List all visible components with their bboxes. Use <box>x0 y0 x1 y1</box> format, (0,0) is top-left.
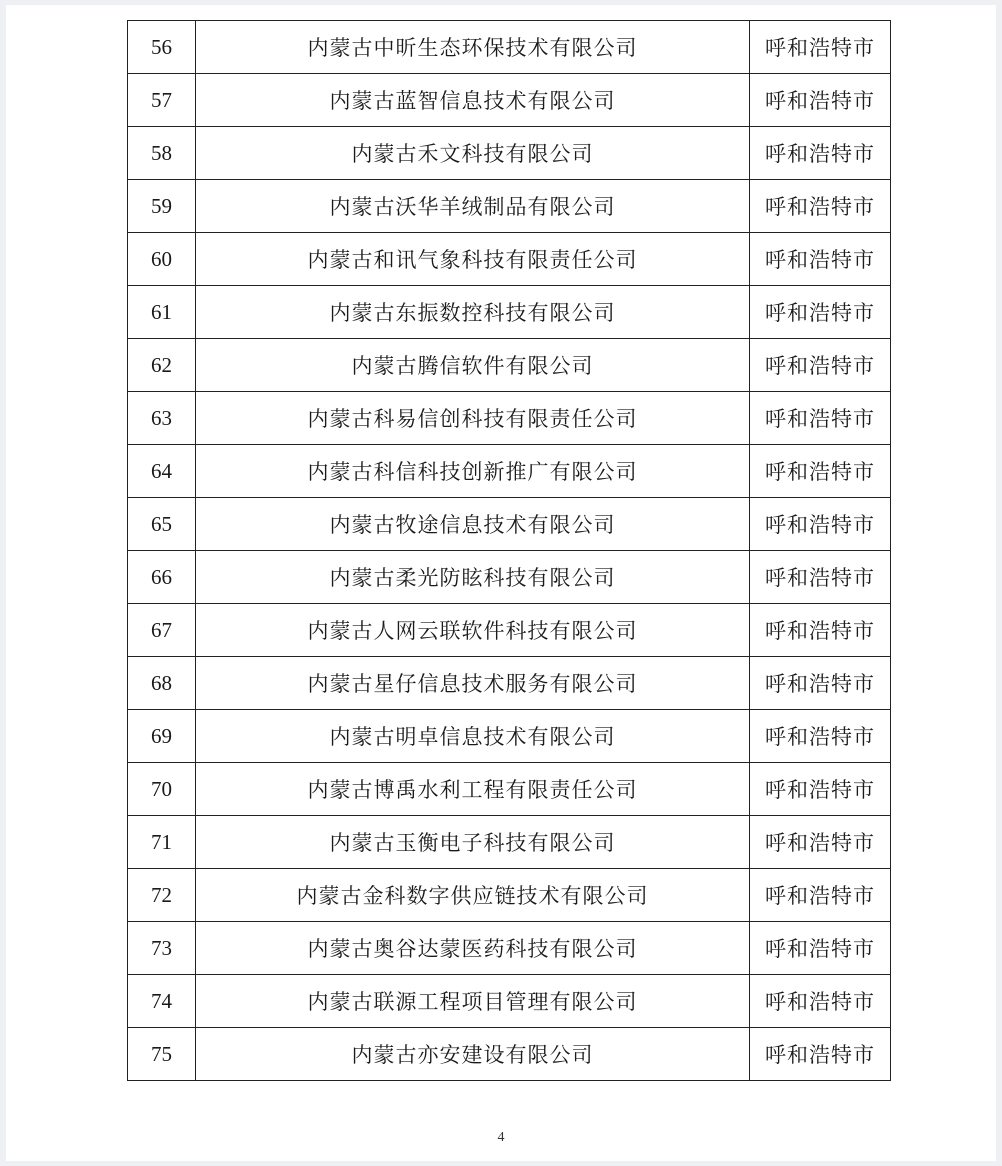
row-number-cell: 58 <box>128 127 196 180</box>
city-cell: 呼和浩特市 <box>750 74 891 127</box>
row-number-cell: 62 <box>128 339 196 392</box>
company-name-cell: 内蒙古中昕生态环保技术有限公司 <box>196 21 750 74</box>
company-name-cell: 内蒙古博禹水利工程有限责任公司 <box>196 763 750 816</box>
city-cell: 呼和浩特市 <box>750 498 891 551</box>
company-name-cell: 内蒙古科易信创科技有限责任公司 <box>196 392 750 445</box>
table-row <box>128 551 891 604</box>
city-cell: 呼和浩特市 <box>750 339 891 392</box>
company-name-cell: 内蒙古人网云联软件科技有限公司 <box>196 604 750 657</box>
company-table <box>127 20 891 1081</box>
company-name-cell: 内蒙古奥谷达蒙医药科技有限公司 <box>196 922 750 975</box>
table-row <box>128 604 891 657</box>
table-row <box>128 657 891 710</box>
row-number-cell: 70 <box>128 763 196 816</box>
company-name-cell: 内蒙古柔光防眩科技有限公司 <box>196 551 750 604</box>
company-name-cell: 内蒙古和讯气象科技有限责任公司 <box>196 233 750 286</box>
row-number-cell: 71 <box>128 816 196 869</box>
company-name-cell: 内蒙古沃华羊绒制品有限公司 <box>196 180 750 233</box>
table-row <box>128 127 891 180</box>
company-name-cell: 内蒙古明卓信息技术有限公司 <box>196 710 750 763</box>
city-cell: 呼和浩特市 <box>750 816 891 869</box>
city-cell: 呼和浩特市 <box>750 604 891 657</box>
page-number: 4 <box>497 1130 505 1145</box>
company-name-cell: 内蒙古玉衡电子科技有限公司 <box>196 816 750 869</box>
company-name-cell: 内蒙古东振数控科技有限公司 <box>196 286 750 339</box>
table-row <box>128 922 891 975</box>
table-row <box>128 21 891 74</box>
company-name-cell: 内蒙古蓝智信息技术有限公司 <box>196 74 750 127</box>
table-row <box>128 445 891 498</box>
table-row <box>128 74 891 127</box>
city-cell: 呼和浩特市 <box>750 551 891 604</box>
table-row <box>128 869 891 922</box>
company-name-cell: 内蒙古联源工程项目管理有限公司 <box>196 975 750 1028</box>
city-cell: 呼和浩特市 <box>750 869 891 922</box>
row-number-cell: 60 <box>128 233 196 286</box>
table-row <box>128 498 891 551</box>
table-row <box>128 233 891 286</box>
table-row <box>128 180 891 233</box>
table-row <box>128 816 891 869</box>
table-row <box>128 392 891 445</box>
table-row <box>128 339 891 392</box>
city-cell: 呼和浩特市 <box>750 763 891 816</box>
company-name-cell: 内蒙古金科数字供应链技术有限公司 <box>196 869 750 922</box>
city-cell: 呼和浩特市 <box>750 710 891 763</box>
row-number-cell: 63 <box>128 392 196 445</box>
table-row <box>128 763 891 816</box>
row-number-cell: 75 <box>128 1028 196 1081</box>
row-number-cell: 67 <box>128 604 196 657</box>
row-number-cell: 56 <box>128 21 196 74</box>
table-row <box>128 710 891 763</box>
row-number-cell: 73 <box>128 922 196 975</box>
row-number-cell: 72 <box>128 869 196 922</box>
row-number-cell: 59 <box>128 180 196 233</box>
city-cell: 呼和浩特市 <box>750 286 891 339</box>
table-row <box>128 286 891 339</box>
row-number-cell: 68 <box>128 657 196 710</box>
row-number-cell: 65 <box>128 498 196 551</box>
table-row <box>128 1028 891 1081</box>
company-name-cell: 内蒙古星仔信息技术服务有限公司 <box>196 657 750 710</box>
city-cell: 呼和浩特市 <box>750 180 891 233</box>
city-cell: 呼和浩特市 <box>750 1028 891 1081</box>
city-cell: 呼和浩特市 <box>750 21 891 74</box>
city-cell: 呼和浩特市 <box>750 922 891 975</box>
city-cell: 呼和浩特市 <box>750 233 891 286</box>
company-name-cell: 内蒙古科信科技创新推广有限公司 <box>196 445 750 498</box>
row-number-cell: 57 <box>128 74 196 127</box>
row-number-cell: 66 <box>128 551 196 604</box>
table-row <box>128 975 891 1028</box>
city-cell: 呼和浩特市 <box>750 392 891 445</box>
document-page <box>6 5 996 1161</box>
company-name-cell: 内蒙古亦安建设有限公司 <box>196 1028 750 1081</box>
row-number-cell: 64 <box>128 445 196 498</box>
row-number-cell: 74 <box>128 975 196 1028</box>
city-cell: 呼和浩特市 <box>750 657 891 710</box>
row-number-cell: 69 <box>128 710 196 763</box>
row-number-cell: 61 <box>128 286 196 339</box>
city-cell: 呼和浩特市 <box>750 975 891 1028</box>
city-cell: 呼和浩特市 <box>750 127 891 180</box>
company-name-cell: 内蒙古牧途信息技术有限公司 <box>196 498 750 551</box>
company-name-cell: 内蒙古禾文科技有限公司 <box>196 127 750 180</box>
city-cell: 呼和浩特市 <box>750 445 891 498</box>
company-name-cell: 内蒙古腾信软件有限公司 <box>196 339 750 392</box>
